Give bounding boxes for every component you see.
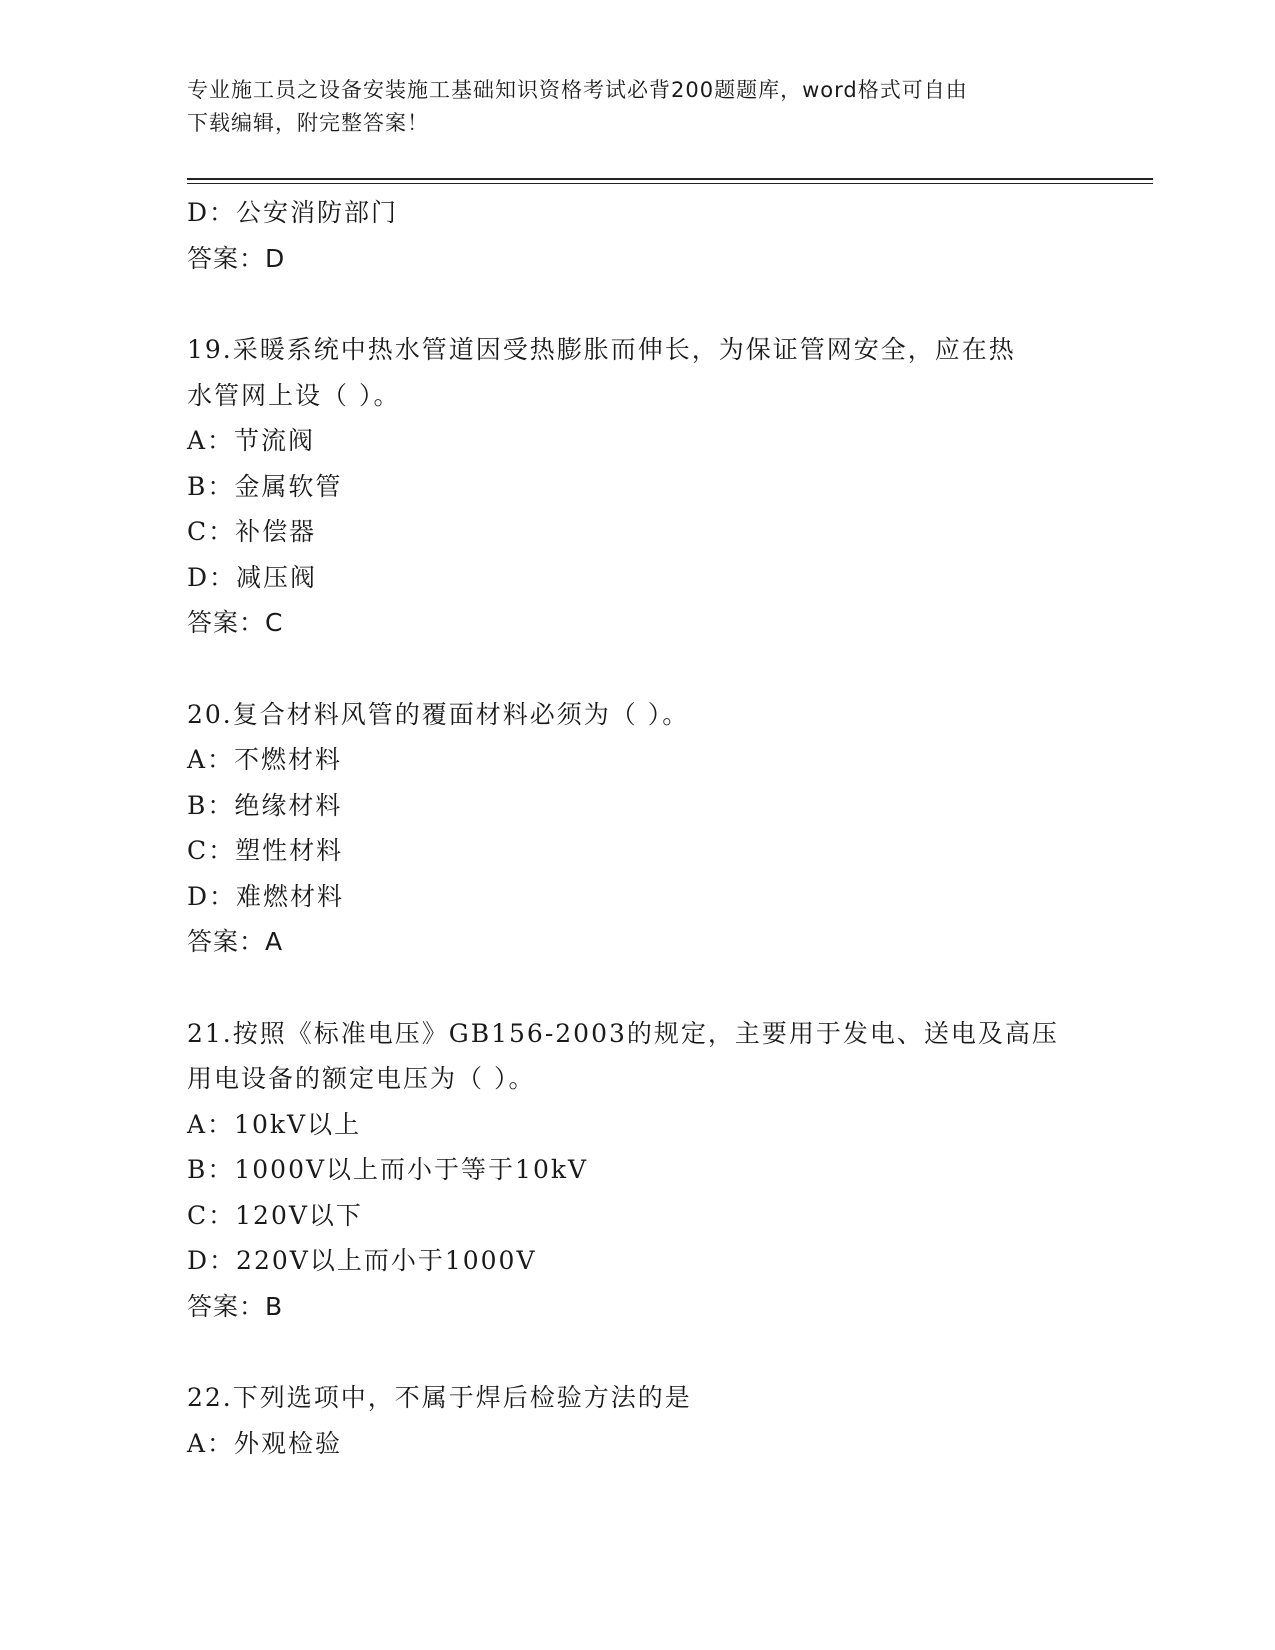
option-c: C：120V以下 [187,1200,363,1230]
answer: 答案：C [187,608,284,637]
header-divider-thin [187,183,1153,184]
header-line-2: 下载编辑，附完整答案！ [187,111,429,135]
option-c: C：塑性材料 [187,836,344,865]
prev-option-d: D：公安消防部门 [187,198,399,227]
document-header [187,74,1067,140]
option-b: B：金属软管 [187,471,343,501]
option-a: A：外观检验 [187,1428,343,1458]
question-stem: 22.下列选项中，不属于焊后检验方法的是 [187,1383,692,1412]
option-b: B：1000V以上而小于等于10kV [187,1155,589,1184]
question-19 [187,327,1087,646]
option-a: A：10kV以上 [187,1109,362,1139]
option-d: D：难燃材料 [187,881,345,911]
answer: 答案：B [187,1291,284,1321]
question-stem: 19.采暖系统中热水管道因受热膨胀而伸长，为保证管网安全，应在热 [187,335,1016,364]
header-divider-thick [187,178,1153,180]
option-c: C：补偿器 [187,517,317,546]
answer: 答案：A [187,927,284,956]
option-d: D：220V以上而小于1000V [187,1246,537,1275]
question-20 [187,692,1087,965]
question-stem: 20.复合材料风管的覆面材料必须为（ ）。 [187,699,690,729]
option-d: D：减压阀 [187,562,318,592]
header-line-1: 专业施工员之设备安装施工基础知识资格考试必背200题题库，word格式可自由 [187,78,968,102]
question-stem: 21.按照《标准电压》GB156-2003的规定，主要用于发电、送电及高压 [187,1018,1059,1048]
question-stem-cont: 用电设备的额定电压为（ ）。 [187,1064,536,1093]
option-a: A：不燃材料 [187,745,343,774]
question-21 [187,1011,1087,1330]
prev-answer: 答案：D [187,243,286,273]
question-stem-cont: 水管网上设（ ）。 [187,380,401,410]
option-b: B：绝缘材料 [187,790,343,820]
question-22 [187,1375,1087,1466]
option-a: A：节流阀 [187,426,316,455]
question-list [187,190,1087,1466]
